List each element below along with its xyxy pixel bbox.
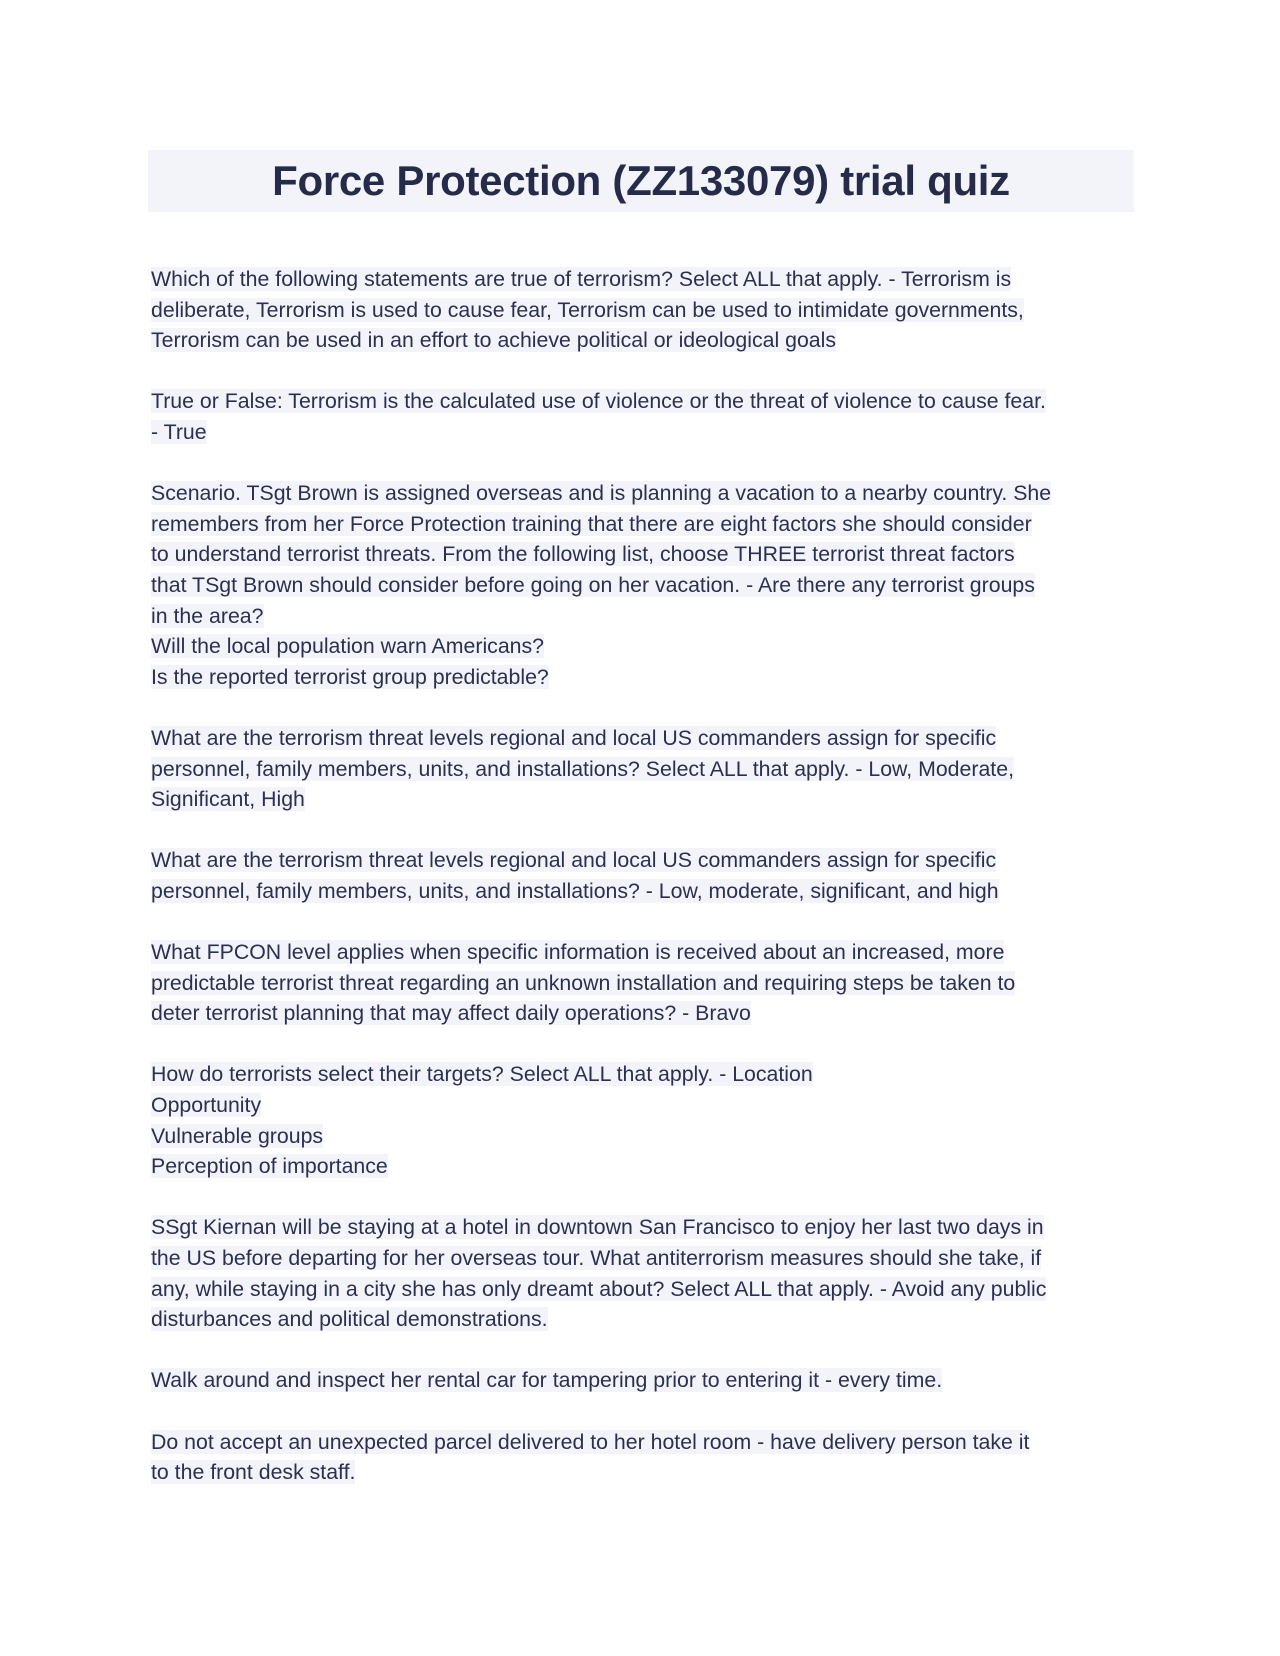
title-banner bbox=[148, 150, 1134, 212]
line-text: - True bbox=[151, 419, 207, 444]
text-line bbox=[151, 509, 1141, 540]
quiz-paragraph bbox=[151, 386, 1141, 447]
text-line bbox=[151, 631, 1141, 662]
line-text: disturbances and political demonstrations. bbox=[151, 1307, 548, 1332]
line-text: What are the terrorism threat levels regional and local US commanders assign for specific bbox=[151, 725, 997, 750]
line-text: to the front desk staff. bbox=[151, 1460, 356, 1485]
quiz-paragraph bbox=[151, 478, 1141, 692]
line-text: Significant, High bbox=[151, 787, 305, 812]
text-line bbox=[151, 754, 1141, 785]
text-line bbox=[151, 478, 1141, 509]
line-text: Scenario. TSgt Brown is assigned overseas and is planning a vacation to a nearby country. She bbox=[151, 481, 1052, 506]
text-line bbox=[151, 876, 1141, 907]
line-text: deliberate, Terrorism is used to cause fear, Terrorism can be used to intimidate governments, bbox=[151, 297, 1024, 322]
line-text: Which of the following statements are true of terrorism? Select ALL that apply. - Terrorism is bbox=[151, 267, 1012, 291]
line-text: What are the terrorism threat levels regional and local US commanders assign for specific bbox=[151, 848, 997, 873]
text-line bbox=[151, 1304, 1141, 1335]
line-text: What FPCON level applies when specific information is received about an increased, more bbox=[151, 940, 1005, 965]
line-text: in the area? bbox=[151, 603, 264, 628]
line-text: Terrorism can be used in an effort to achieve political or ideological goals bbox=[151, 328, 837, 353]
line-text: the US before departing for her overseas tour. What antiterrorism measures should she take, if bbox=[151, 1246, 1042, 1270]
line-text: Walk around and inspect her rental car for tampering prior to entering it - every time. bbox=[151, 1368, 943, 1393]
text-line bbox=[151, 539, 1141, 570]
text-line bbox=[151, 417, 1141, 448]
text-line bbox=[151, 998, 1141, 1029]
document-body bbox=[151, 264, 1141, 1518]
line-text: Vulnerable groups bbox=[151, 1123, 324, 1148]
line-text: Will the local population warn Americans? bbox=[151, 634, 545, 659]
text-line bbox=[151, 1365, 1141, 1396]
line-text: any, while staying in a city she has only dreamt about? Select ALL that apply. - Avoid any public bbox=[151, 1276, 1047, 1301]
text-line bbox=[151, 1274, 1141, 1305]
line-text: SSgt Kiernan will be staying at a hotel in downtown San Francisco to enjoy her last two days in bbox=[151, 1215, 1044, 1240]
text-line bbox=[151, 723, 1141, 754]
quiz-paragraph bbox=[151, 1212, 1141, 1334]
text-line bbox=[151, 1090, 1141, 1121]
quiz-paragraph bbox=[151, 723, 1141, 815]
quiz-paragraph bbox=[151, 1059, 1141, 1181]
text-line bbox=[151, 1121, 1141, 1152]
text-line bbox=[151, 1427, 1141, 1458]
text-line bbox=[151, 386, 1141, 417]
quiz-paragraph bbox=[151, 1427, 1141, 1488]
line-text: Perception of importance bbox=[151, 1154, 388, 1179]
line-text: How do terrorists select their targets? Select ALL that apply. - Location bbox=[151, 1062, 813, 1087]
text-line bbox=[151, 968, 1141, 999]
line-text: Is the reported terrorist group predictable? bbox=[151, 664, 549, 689]
line-text: to understand terrorist threats. From the following list, choose THREE terrorist threat factors bbox=[151, 542, 1015, 567]
text-line bbox=[151, 1059, 1141, 1090]
quiz-paragraph bbox=[151, 937, 1141, 1029]
text-line bbox=[151, 570, 1141, 601]
line-text: that TSgt Brown should consider before going on her vacation. - Are there any terrorist groups bbox=[151, 572, 1035, 597]
line-text: Do not accept an unexpected parcel delivered to her hotel room - have delivery person take it bbox=[151, 1429, 1030, 1454]
text-line bbox=[151, 601, 1141, 632]
text-line bbox=[151, 1457, 1141, 1488]
quiz-paragraph bbox=[151, 264, 1141, 356]
line-text: personnel, family members, units, and installations? Select ALL that apply. - Low, Moderate, bbox=[151, 756, 1014, 781]
text-line bbox=[151, 1243, 1141, 1274]
text-line bbox=[151, 784, 1141, 815]
text-line bbox=[151, 662, 1141, 693]
line-text: True or False: Terrorism is the calculated use of violence or the threat of violence to cause fear. bbox=[151, 389, 1046, 414]
text-line bbox=[151, 295, 1141, 326]
text-line bbox=[151, 264, 1141, 295]
text-line bbox=[151, 1151, 1141, 1182]
line-text: Opportunity bbox=[151, 1093, 262, 1118]
text-line bbox=[151, 937, 1141, 968]
text-line bbox=[151, 845, 1141, 876]
quiz-paragraph bbox=[151, 845, 1141, 906]
text-line bbox=[151, 325, 1141, 356]
quiz-paragraph bbox=[151, 1365, 1141, 1396]
line-text: deter terrorist planning that may affect daily operations? - Bravo bbox=[151, 1001, 751, 1026]
text-line bbox=[151, 1212, 1141, 1243]
page-title: Force Protection (ZZ133079) trial quiz bbox=[272, 157, 1010, 204]
line-text: remembers from her Force Protection training that there are eight factors she should consider bbox=[151, 511, 1032, 536]
line-text: predictable terrorist threat regarding an unknown installation and requiring steps be taken to bbox=[151, 970, 1016, 995]
line-text: personnel, family members, units, and installations? - Low, moderate, significant, and high bbox=[151, 878, 999, 903]
